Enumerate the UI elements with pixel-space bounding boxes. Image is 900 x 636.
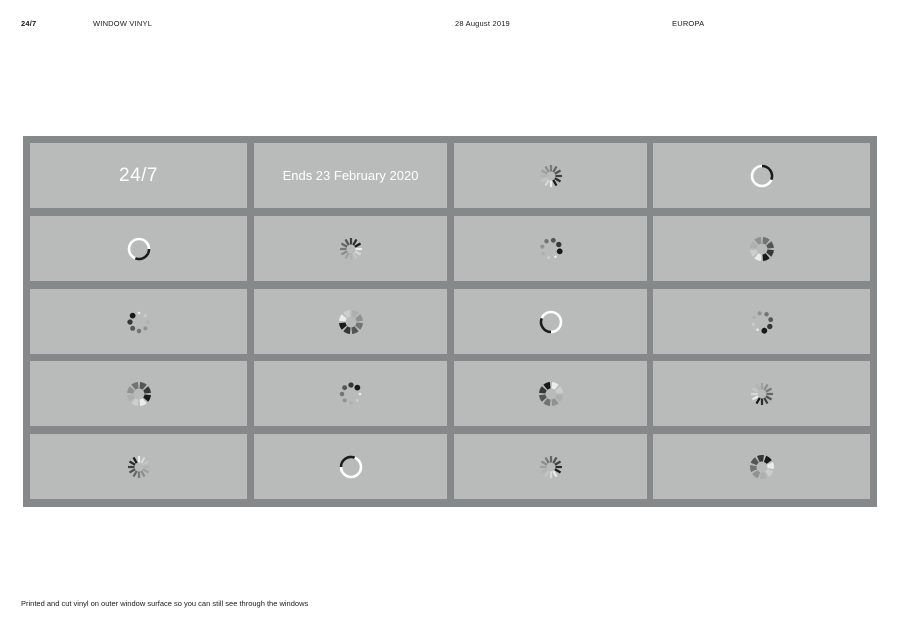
window-pane [653,289,870,354]
loading-spinner-dots-icon [125,308,153,336]
loading-spinner-ring-icon [337,453,365,481]
loading-spinner-wedges-icon [337,308,365,336]
window-pane [454,361,647,426]
loading-spinner-wedges-icon [748,453,776,481]
window-pane [653,434,870,499]
pane-end-date-text: Ends 23 February 2020 [282,168,419,183]
window-pane [653,361,870,426]
loading-spinner-wedges-icon [125,380,153,408]
loading-spinner-ring-icon [125,235,153,263]
window-pane [30,361,247,426]
window-pane [254,216,447,281]
window-pane [30,216,247,281]
document-location: EUROPA [672,19,705,28]
window-pane [454,289,647,354]
loading-spinner-wedges-icon [537,380,565,408]
loading-spinner-ring-icon [537,308,565,336]
document-date: 28 August 2019 [455,19,510,28]
loading-spinner-ring-icon [748,162,776,190]
window-pane [653,143,870,208]
window-pane [30,434,247,499]
footer-note: Printed and cut vinyl on outer window surface so you can still see through the windows [21,599,309,608]
loading-spinner-lines-icon [537,162,565,190]
loading-spinner-dots-icon [748,308,776,336]
loading-spinner-dots-icon [337,380,365,408]
document-code: 24/7 [21,19,37,28]
window-pane [254,361,447,426]
loading-spinner-lines-icon [337,235,365,263]
window-pane [454,434,647,499]
loading-spinner-lines-icon [748,380,776,408]
window-pane [254,143,447,208]
loading-spinner-wedges-icon [748,235,776,263]
window-pane [254,289,447,354]
window-pane [30,143,247,208]
window-frame [23,136,877,507]
window-pane [454,143,647,208]
pane-title-text: 24/7 [119,164,158,186]
window-pane [254,434,447,499]
window-pane [30,289,247,354]
document-title: WINDOW VINYL [93,19,153,28]
loading-spinner-lines-icon [537,453,565,481]
loading-spinner-dots-icon [537,235,565,263]
window-pane [454,216,647,281]
window-pane [653,216,870,281]
loading-spinner-lines-icon [125,453,153,481]
